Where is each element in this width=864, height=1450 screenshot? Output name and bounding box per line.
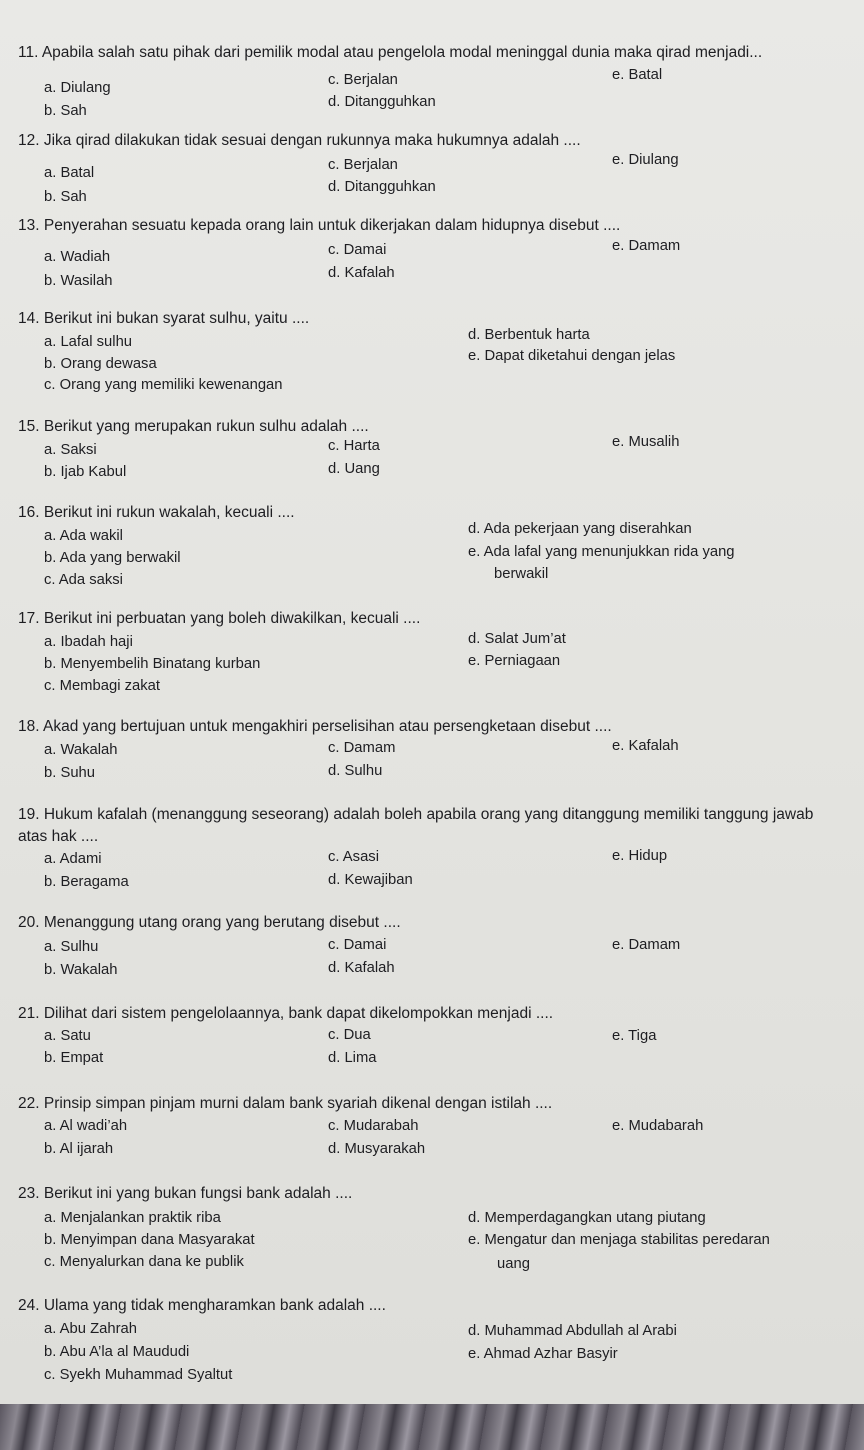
- q23-option-d[interactable]: d. Memperdagangkan utang piutang: [468, 1210, 706, 1226]
- q18-option-b[interactable]: b. Suhu: [44, 765, 96, 781]
- q14-option-a[interactable]: a. Lafal sulhu: [44, 334, 133, 350]
- q21-option-a[interactable]: a. Satu: [44, 1028, 91, 1044]
- q22-option-e[interactable]: e. Mudabarah: [612, 1118, 704, 1134]
- q15-option-d[interactable]: d. Uang: [328, 461, 380, 477]
- q22-option-a[interactable]: a. Al wadi’ah: [44, 1118, 128, 1134]
- q11-option-b[interactable]: b. Sah: [44, 103, 87, 119]
- q19-option-e[interactable]: e. Hidup: [612, 848, 668, 864]
- question-23: 23. Berikut ini yang bukan fungsi bank adalah ....: [18, 1185, 353, 1202]
- q12-option-e[interactable]: e. Diulang: [612, 152, 679, 168]
- q11-option-c[interactable]: c. Berjalan: [328, 72, 398, 88]
- q18-option-c[interactable]: c. Damam: [328, 740, 396, 756]
- question-24: 24. Ulama yang tidak mengharamkan bank adalah ....: [18, 1297, 386, 1314]
- q23-option-a[interactable]: a. Menjalankan praktik riba: [44, 1210, 221, 1226]
- q21-option-c[interactable]: c. Dua: [328, 1027, 371, 1043]
- question-19: 19. Hukum kafalah (menanggung seseorang) adalah boleh apabila orang yang ditanggung memiliki tanggung jawab atas hak ....: [18, 806, 814, 845]
- q22-option-d[interactable]: d. Musyarakah: [328, 1141, 426, 1157]
- q11-option-d[interactable]: d. Ditangguhkan: [328, 94, 436, 110]
- q23-option-b[interactable]: b. Menyimpan dana Masyarakat: [44, 1232, 255, 1248]
- q19-option-d[interactable]: d. Kewajiban: [328, 872, 413, 888]
- q17-option-d[interactable]: d. Salat Jum’at: [468, 631, 566, 647]
- question-13: 13. Penyerahan sesuatu kepada orang lain untuk dikerjakan dalam hidupnya disebut ....: [18, 217, 621, 234]
- q14-option-b[interactable]: b. Orang dewasa: [44, 356, 157, 372]
- q23-option-e[interactable]: e. Mengatur dan menjaga stabilitas peredaran: [468, 1232, 770, 1248]
- q16-option-d[interactable]: d. Ada pekerjaan yang diserahkan: [468, 521, 692, 537]
- question-18: 18. Akad yang bertujuan untuk mengakhiri perselisihan atau persengketaan disebut ....: [18, 718, 612, 735]
- q17-option-a[interactable]: a. Ibadah haji: [44, 634, 133, 650]
- q15-option-c[interactable]: c. Harta: [328, 438, 380, 454]
- q12-option-c[interactable]: c. Berjalan: [328, 157, 398, 173]
- q20-option-a[interactable]: a. Sulhu: [44, 939, 99, 955]
- question-15: 15. Berikut yang merupakan rukun sulhu adalah ....: [18, 418, 369, 435]
- q15-option-a[interactable]: a. Saksi: [44, 442, 97, 458]
- q22-option-c[interactable]: c. Mudarabah: [328, 1118, 419, 1134]
- q20-option-b[interactable]: b. Wakalah: [44, 962, 118, 978]
- q20-option-d[interactable]: d. Kafalah: [328, 960, 395, 976]
- q18-option-e[interactable]: e. Kafalah: [612, 738, 679, 754]
- q24-option-a[interactable]: a. Abu Zahrah: [44, 1321, 137, 1337]
- q12-option-a[interactable]: a. Batal: [44, 165, 95, 181]
- q13-option-e[interactable]: e. Damam: [612, 238, 681, 254]
- q14-option-e[interactable]: e. Dapat diketahui dengan jelas: [468, 348, 676, 364]
- q23-option-e-continuation: uang: [497, 1256, 530, 1272]
- q21-option-b[interactable]: b. Empat: [44, 1050, 104, 1066]
- q15-option-b[interactable]: b. Ijab Kabul: [44, 464, 127, 480]
- q13-option-b[interactable]: b. Wasilah: [44, 273, 113, 289]
- q13-option-d[interactable]: d. Kafalah: [328, 265, 395, 281]
- q19-option-b[interactable]: b. Beragama: [44, 874, 129, 890]
- q17-option-e[interactable]: e. Perniagaan: [468, 653, 561, 669]
- q16-option-a[interactable]: a. Ada wakil: [44, 528, 123, 544]
- q21-option-d[interactable]: d. Lima: [328, 1050, 377, 1066]
- question-17: 17. Berikut ini perbuatan yang boleh diwakilkan, kecuali ....: [18, 610, 421, 627]
- q24-option-e[interactable]: e. Ahmad Azhar Basyir: [468, 1346, 618, 1362]
- q11-option-a[interactable]: a. Diulang: [44, 80, 111, 96]
- question-12: 12. Jika qirad dilakukan tidak sesuai dengan rukunnya maka hukumnya adalah ....: [18, 132, 581, 149]
- q12-option-d[interactable]: d. Ditangguhkan: [328, 179, 436, 195]
- question-16: 16. Berikut ini rukun wakalah, kecuali ....: [18, 504, 295, 521]
- q11-option-e[interactable]: e. Batal: [612, 67, 663, 83]
- q23-option-c[interactable]: c. Menyalurkan dana ke publik: [44, 1254, 244, 1270]
- q16-option-e[interactable]: e. Ada lafal yang menunjukkan rida yang: [468, 544, 735, 560]
- question-20: 20. Menanggung utang orang yang berutang disebut ....: [18, 914, 401, 931]
- q14-option-c[interactable]: c. Orang yang memiliki kewenangan: [44, 377, 283, 393]
- q16-option-b[interactable]: b. Ada yang berwakil: [44, 550, 181, 566]
- q24-option-c[interactable]: c. Syekh Muhammad Syaltut: [44, 1367, 233, 1383]
- question-21: 21. Dilihat dari sistem pengelolaannya, bank dapat dikelompokkan menjadi ....: [18, 1005, 554, 1022]
- question-11: 11. Apabila salah satu pihak dari pemilik modal atau pengelola modal meninggal dunia maka qirad menjadi...: [18, 44, 763, 61]
- q19-option-a[interactable]: a. Adami: [44, 851, 102, 867]
- q20-option-c[interactable]: c. Damai: [328, 937, 387, 953]
- q18-option-a[interactable]: a. Wakalah: [44, 742, 118, 758]
- q22-option-b[interactable]: b. Al ijarah: [44, 1141, 114, 1157]
- q18-option-d[interactable]: d. Sulhu: [328, 763, 383, 779]
- q15-option-e[interactable]: e. Musalih: [612, 434, 680, 450]
- background-fabric: [0, 1404, 864, 1450]
- question-14: 14. Berikut ini bukan syarat sulhu, yaitu ....: [18, 310, 310, 327]
- q17-option-c[interactable]: c. Membagi zakat: [44, 678, 160, 694]
- q14-option-d[interactable]: d. Berbentuk harta: [468, 327, 590, 343]
- q13-option-a[interactable]: a. Wadiah: [44, 249, 111, 265]
- q24-option-d[interactable]: d. Muhammad Abdullah al Arabi: [468, 1323, 677, 1339]
- question-22: 22. Prinsip simpan pinjam murni dalam bank syariah dikenal dengan istilah ....: [18, 1095, 553, 1112]
- q20-option-e[interactable]: e. Damam: [612, 937, 681, 953]
- q16-option-c[interactable]: c. Ada saksi: [44, 572, 123, 588]
- q12-option-b[interactable]: b. Sah: [44, 189, 87, 205]
- q17-option-b[interactable]: b. Menyembelih Binatang kurban: [44, 656, 261, 672]
- q16-option-e-continuation: berwakil: [494, 566, 549, 582]
- q19-option-c[interactable]: c. Asasi: [328, 849, 379, 865]
- q24-option-b[interactable]: b. Abu A’la al Maududi: [44, 1344, 190, 1360]
- q21-option-e[interactable]: e. Tiga: [612, 1028, 657, 1044]
- q13-option-c[interactable]: c. Damai: [328, 242, 387, 258]
